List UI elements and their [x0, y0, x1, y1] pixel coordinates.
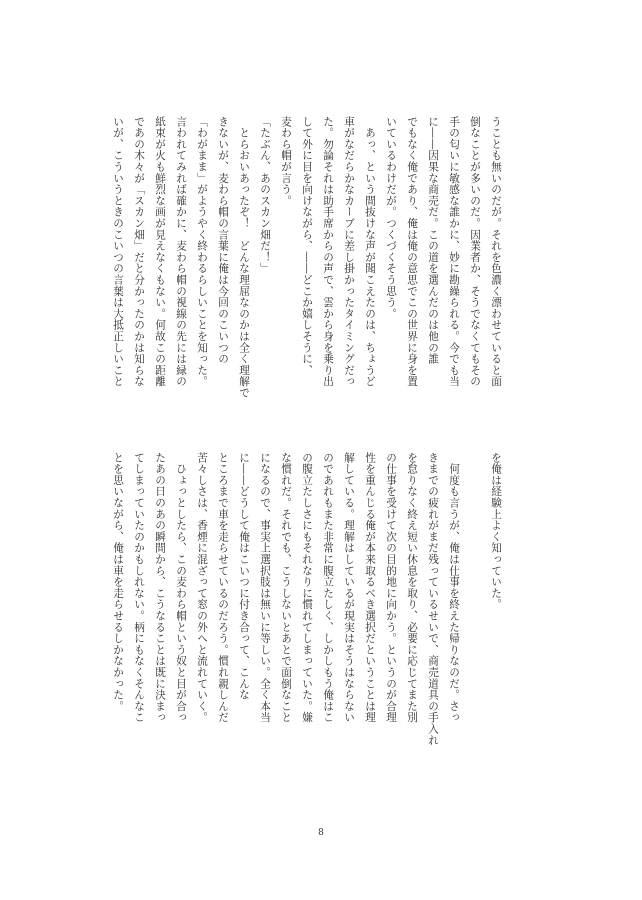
text-line: あっ、という間抜けな声が聞こえたのは、ちょうど: [364, 116, 376, 388]
text-line: して外に目を向けながら、――どこか嬉しそうに、: [301, 116, 313, 376]
text-line: に――どうして俺はこいつに付き合って、こんな: [238, 452, 250, 701]
text-line: 解している。理解はしているが現実はそうはならない: [343, 452, 355, 724]
text-line: いが、こういうときのこいつの言葉は大抵正しいこと: [112, 116, 124, 388]
text-line: [464, 452, 485, 774]
text-line: 苦々しさは、香煙に混ざって窓の外へと流れていく。: [196, 452, 208, 724]
text-line: たあの日のあの瞬間から、こうなることは既に決まっ: [154, 452, 166, 724]
text-line: 言われてみれば確かに、麦わら帽の視線の先には緑の: [175, 116, 187, 388]
text-line: の仕事を受けて次の目的地に向かう。というのが合理: [385, 452, 397, 724]
text-line: 麦わら帽が言う。: [280, 116, 292, 207]
text-block-bottom: [112, 452, 506, 774]
text-block-top: [112, 116, 506, 436]
text-line: を怠りなく終え短い休息を取り、必要に応じてまた別: [406, 452, 418, 724]
text-line: た。勿論それは助手席からの声で、雲から身を乗り出: [322, 116, 334, 388]
text-line: のであれもまた非常に腹立たしく、しかしもう俺はこ: [322, 452, 334, 724]
text-line: 紙束が火も鮮烈な画が見えなくもない。何故この距離: [154, 116, 166, 388]
page-number: 8: [318, 828, 324, 838]
text-line: とを思いながら、俺は車を走らせるしかなかった。: [112, 452, 124, 712]
text-line: きまでの疲れがまだ残っているせいで、商売道具の手入れ: [427, 452, 439, 746]
text-line: 手の匂いに敏感な誰かに、妙に勘繰られる。今でも当: [448, 116, 460, 388]
text-line: でもなく俺であり、俺は俺の意思でこの世界に身を置: [406, 116, 418, 388]
text-line: ひょっとしたら、この麦わら帽という奴と目が合っ: [175, 452, 187, 724]
text-line: 車がなだらかなカーブに差し掛かったタイミングだっ: [343, 116, 355, 388]
text-line: てしまっていたのかもしれない。柄にもなくそんなこ: [133, 452, 145, 724]
text-line: を俺は経験上よく知っていた。: [490, 452, 502, 611]
text-line: 「わがまま」がようやく終わるらしいことを知った。: [196, 116, 208, 388]
text-line: うことも無いのだが。それを色濃く漂わせていると面: [490, 116, 502, 388]
text-line: に――因果な商売だ。この道を選んだのは他の誰: [427, 116, 439, 365]
text-line: いているわけだが。つくづくそう思う。: [385, 116, 397, 320]
text-line: 「たぶん、あのスカン畑だ！」: [259, 116, 271, 275]
text-line: 何度も言うが、俺は仕事を終えた帰りなのだ。さっ: [448, 452, 460, 724]
text-line: ところまで車を走らせているのだろう。慣れ親しんだ: [217, 452, 229, 724]
text-line: 性を重んじる俺が本来取るべき選択だということは理: [364, 452, 376, 724]
text-line: になるので、事実上選択肢は無いに等しい。全く本当: [259, 452, 271, 724]
text-line: 倒なことが多いのだ。因業者か、そうでなくてもその: [469, 116, 481, 388]
text-line: とらおいあったぞ！ どんな理屈なのかは全く理解で: [238, 116, 250, 399]
text-line: の腹立たしさにもそれなりに慣れてしまっていた。嫌: [301, 452, 313, 724]
text-line: きないが、麦わら帽の言葉に俺は今回のこいつの: [217, 116, 229, 365]
text-line: であの木々が「スカン畑」だと分かったのかは知らな: [133, 116, 145, 388]
text-line: な慣れだ。それでも、こうしないとあとで面倒なこと: [280, 452, 292, 724]
